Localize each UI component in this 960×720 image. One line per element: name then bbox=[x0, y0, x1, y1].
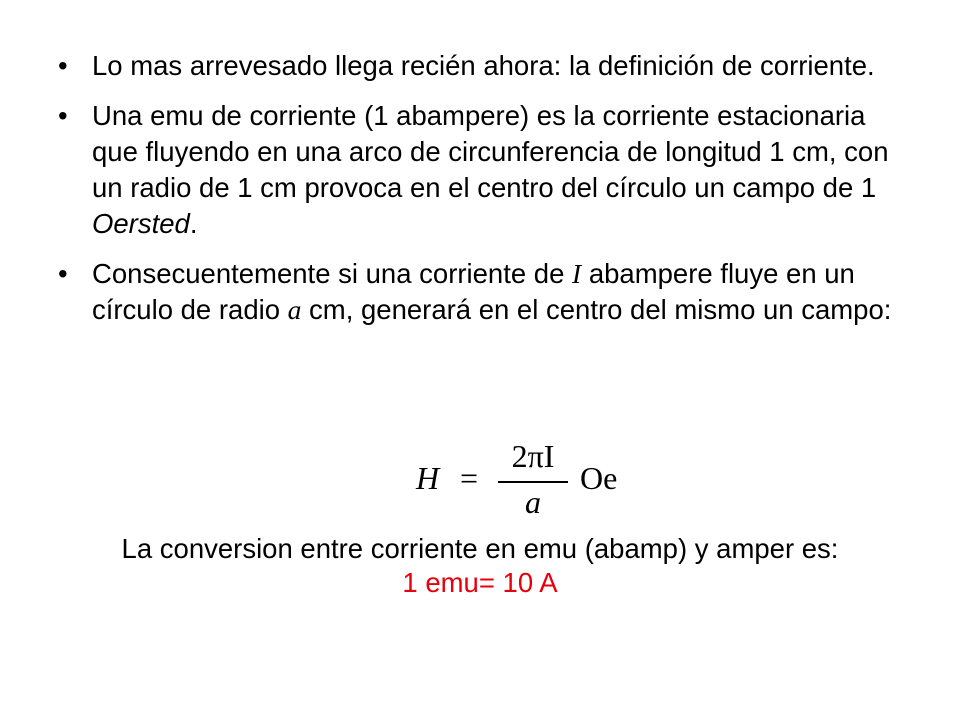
bullet-item-definition-intro bbox=[58, 48, 918, 84]
bullet-text: Lo mas arrevesado llega recién ahora: la definición de corriente. bbox=[92, 50, 875, 81]
formula-numerator bbox=[498, 438, 568, 475]
bullet-dot: • bbox=[58, 258, 68, 289]
variable-radius: a bbox=[287, 294, 302, 325]
bullet-text-mid: abampere fluye en un círculo de radio bbox=[92, 258, 855, 325]
conversion-line: La conversion entre corriente en emu (abamp) y amper es: bbox=[121, 533, 839, 564]
conversion-note bbox=[0, 532, 960, 600]
formula-denominator: a bbox=[525, 484, 541, 520]
bullet-text: Consecuentemente si una corriente de bbox=[92, 258, 573, 289]
bullet-dot: • bbox=[58, 50, 68, 81]
variable-current: I bbox=[572, 258, 582, 289]
bullet-item-consequence bbox=[58, 256, 918, 328]
bullet-text-end: cm, generará en el centro del mismo un campo: bbox=[301, 294, 892, 325]
bullet-list bbox=[58, 48, 918, 342]
oersted-term: Oersted bbox=[92, 208, 190, 239]
fraction-bar bbox=[498, 481, 568, 483]
bullet-dot: • bbox=[58, 100, 68, 131]
formula-unit: Oe bbox=[580, 460, 618, 496]
field-formula bbox=[412, 436, 632, 520]
bullet-text: Una emu de corriente (1 abampere) es la corriente estacionaria que fluyendo en una arco de circunferencia de longitud 1 cm, con un radio de 1 cm provoca en el centro del círculo un campo de 1 bbox=[92, 100, 889, 203]
conversion-value: 1 emu= 10 A bbox=[402, 567, 558, 598]
bullet-item-emu-definition bbox=[58, 98, 918, 242]
formula-equals: = bbox=[460, 460, 479, 496]
formula-lhs: H bbox=[416, 460, 440, 496]
numerator-text: 2πI bbox=[511, 438, 555, 474]
bullet-text-end: . bbox=[189, 208, 198, 239]
